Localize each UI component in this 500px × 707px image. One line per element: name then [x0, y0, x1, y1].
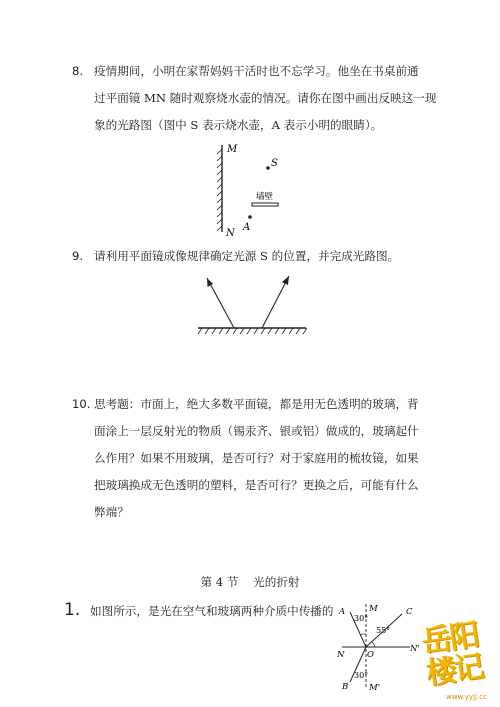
q8-line-1: 疫情期间，小明在家帮妈妈干活时也不忘学习。他坐在书桌前通 — [94, 64, 419, 78]
q9-mirror-figure — [192, 270, 312, 338]
angle-bottom-label: 30° — [354, 671, 369, 680]
q8-paragraph — [72, 58, 436, 139]
label-a: A — [243, 222, 251, 233]
label-m-prime: M' — [369, 683, 381, 692]
q10-line-1: 思考题：市面上，绝大多数平面镜，都是用无色透明的玻璃，背 — [94, 397, 419, 411]
q10-line-3: 么作用？如果不用玻璃，是否可行？对于家庭用的梳妆镜，如果 — [94, 451, 419, 465]
section-title: 第 4 节 光的折射 — [200, 575, 300, 589]
q8-line-3: 象的光路图（图中 S 表示烧水壶，A 表示小明的眼睛）。 — [94, 118, 383, 132]
label-n-prime: N' — [410, 644, 420, 654]
label-o: O — [367, 650, 374, 660]
label-wall: 墙壁 — [256, 192, 274, 202]
angle-right-label: 55° — [376, 626, 391, 635]
q10-line-5: 弊端？ — [94, 505, 129, 519]
watermark-text: 岳阳楼记 — [419, 617, 485, 692]
point-s — [266, 166, 270, 170]
label-a: A — [339, 607, 346, 617]
arc-right — [372, 642, 375, 647]
q9-text: 请利用平面镜成像规律确定光源 S 的位置，并完成光路图。 — [94, 249, 400, 263]
q9-ray-left — [207, 278, 234, 328]
q10-number: 10. — [72, 397, 91, 411]
q9-ray-right — [262, 276, 289, 328]
wall-block — [252, 203, 278, 206]
q9-paragraph — [72, 243, 399, 270]
q8-number: 8. — [72, 64, 84, 78]
label-m: M — [227, 144, 238, 155]
watermark-logo — [419, 617, 500, 707]
q9-arrow-left — [207, 278, 213, 287]
label-c: C — [406, 607, 413, 617]
q1-text: 如图所示，是光在空气和玻璃两种介质中传播的 — [90, 604, 334, 618]
q8-mirror-figure — [200, 140, 300, 240]
q1-paragraph — [64, 600, 333, 620]
q8-line-2: 过平面镜 MN 随时观察烧水壶的情况。请你在图中画出反映这一现 — [94, 91, 437, 105]
watermark-site: www.yyjj.cc — [446, 693, 487, 701]
label-n: N — [337, 650, 345, 660]
point-a — [248, 215, 252, 219]
label-s: S — [271, 158, 278, 169]
label-n: N — [226, 228, 235, 239]
q9-arrow-right — [282, 276, 289, 285]
q10-line-2: 面涂上一层反射光的物质（锡汞齐、银或铝）做成的，玻璃起什 — [94, 424, 419, 438]
q10-paragraph — [72, 391, 419, 526]
q1-number: 1. — [64, 600, 81, 620]
q9-mirror-hatching — [198, 328, 307, 334]
q9-number: 9. — [72, 249, 84, 263]
mirror-hatching — [217, 149, 222, 231]
label-m: M — [369, 604, 378, 614]
q10-line-4: 把玻璃换成无色透明的塑料，是否可行？更换之后，可能有什么 — [94, 478, 419, 492]
label-b: B — [342, 682, 349, 692]
angle-top-label: 30° — [354, 614, 369, 623]
arc-top — [360, 634, 366, 635]
